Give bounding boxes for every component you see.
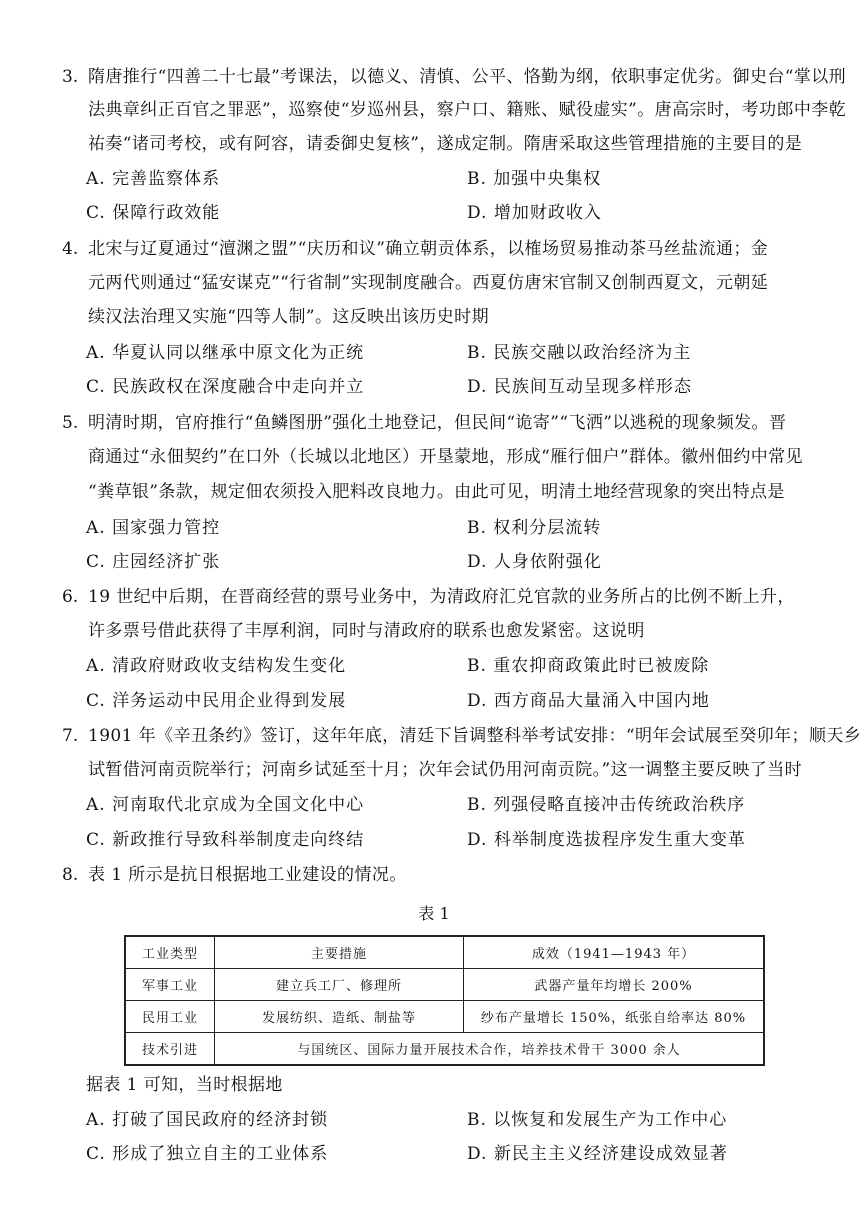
question-number: 6. [62, 587, 79, 607]
option-d[interactable]: D. 增加财政收入 [467, 203, 602, 223]
question-stem-line: 表 1 所示是抗日根据地工业建设的情况。 [88, 865, 407, 885]
option-a[interactable]: A. 完善监察体系 [86, 169, 221, 189]
table-cell: 武器产量年均增长 200% [464, 969, 765, 1001]
option-b[interactable]: B. 民族交融以政治经济为主 [467, 343, 692, 363]
table-row [125, 969, 764, 1001]
table-cell: 民用工业 [125, 1001, 215, 1033]
option-c[interactable]: C. 形成了独立自主的工业体系 [86, 1144, 329, 1164]
option-d[interactable]: D. 西方商品大量涌入中国内地 [467, 691, 710, 711]
option-a[interactable]: A. 河南取代北京成为全国文化中心 [86, 795, 365, 815]
question-number: 5. [62, 413, 79, 433]
question-stem-line: 许多票号借此获得了丰厚利润，同时与清政府的联系也愈发紧密。这说明 [88, 621, 645, 641]
question-stem-line: 续汉法治理又实施“四等人制”。这反映出该历史时期 [88, 307, 489, 327]
question-followup: 据表 1 可知，当时根据地 [86, 1075, 283, 1095]
option-b[interactable]: B. 权利分层流转 [467, 518, 602, 538]
table-cell: 建立兵工厂、修理所 [215, 969, 464, 1001]
table-header-cell: 成效（1941—1943 年） [464, 936, 765, 969]
table-cell: 技术引进 [125, 1033, 215, 1066]
option-c[interactable]: C. 新政推行导致科举制度走向终结 [86, 830, 365, 850]
option-a[interactable]: A. 国家强力管控 [86, 518, 221, 538]
question-stem-line: 元两代则通过“猛安谋克”“行省制”实现制度融合。西夏仿唐宋官制又创制西夏文，元朝延 [88, 273, 769, 293]
option-b[interactable]: B. 重农抑商政策此时已被废除 [467, 656, 710, 676]
question-number: 4. [62, 239, 79, 259]
option-d[interactable]: D. 人身依附强化 [467, 552, 602, 572]
question-stem-line: 明清时期，官府推行“鱼鳞图册”强化土地登记，但民间“诡寄”“飞洒”以逃税的现象频发。晋 [88, 413, 787, 433]
option-c[interactable]: C. 民族政权在深度融合中走向并立 [86, 377, 365, 397]
option-d[interactable]: D. 新民主主义经济建设成效显著 [467, 1144, 728, 1164]
table-cell: 发展纺织、造纸、制盐等 [215, 1001, 464, 1033]
option-a[interactable]: A. 华夏认同以继承中原文化为正统 [86, 343, 365, 363]
question-stem-line: 祐奏“诸司考校，或有阿容，请委御史复核”，遂成定制。隋唐采取这些管理措施的主要目的是 [88, 134, 803, 154]
question-stem-line: 法典章纠正百官之罪恶”，巡察使“岁巡州县，察户口、籍账、赋役虚实”。唐高宗时，考功郎中李乾 [88, 100, 847, 120]
table-row [125, 1001, 764, 1033]
table-caption: 表 1 [418, 904, 450, 923]
option-b[interactable]: B. 加强中央集权 [467, 169, 602, 189]
option-c[interactable]: C. 庄园经济扩张 [86, 552, 221, 572]
option-a[interactable]: A. 清政府财政收支结构发生变化 [86, 656, 347, 676]
table-cell: 与国统区、国际力量开展技术合作，培养技术骨干 3000 余人 [215, 1033, 765, 1066]
option-c[interactable]: C. 保障行政效能 [86, 203, 221, 223]
question-stem-line: 北宋与辽夏通过“澶渊之盟”“庆历和议”确立朝贡体系，以榷场贸易推动茶马丝盐流通；金 [88, 239, 769, 259]
industry-table [124, 935, 765, 1066]
option-b[interactable]: B. 以恢复和发展生产为工作中心 [467, 1110, 728, 1130]
question-stem-line: 隋唐推行“四善二十七最”考课法，以德义、清慎、公平、恪勤为纲，依职事定优劣。御史台“掌以刑 [88, 67, 847, 87]
option-c[interactable]: C. 洋务运动中民用企业得到发展 [86, 691, 347, 711]
table-header-cell: 主要措施 [215, 936, 464, 969]
question-stem-line: 1901 年《辛丑条约》签订，这年年底，清廷下旨调整科举考试安排：“明年会试展至癸卯年；顺天乡 [88, 726, 862, 746]
question-number: 3. [62, 67, 79, 87]
question-stem-line: 19 世纪中后期，在晋商经营的票号业务中，为清政府汇兑官款的业务所占的比例不断上升， [88, 587, 795, 607]
question-stem-line: 商通过“永佃契约”在口外（长城以北地区）开垦蒙地，形成“雁行佃户”群体。徽州佃约中常见 [88, 447, 803, 467]
table-cell: 军事工业 [125, 969, 215, 1001]
option-d[interactable]: D. 民族间互动呈现多样形态 [467, 377, 692, 397]
table-header-row [125, 936, 764, 969]
option-b[interactable]: B. 列强侵略直接冲击传统政治秩序 [467, 795, 746, 815]
table-cell: 纱布产量增长 150%，纸张自给率达 80% [464, 1001, 765, 1033]
question-stem-line: “粪草银”条款，规定佃农须投入肥料改良地力。由此可见，明清土地经营现象的突出特点是 [88, 482, 785, 502]
table-row [125, 1033, 764, 1066]
table-header-cell: 工业类型 [125, 936, 215, 969]
option-d[interactable]: D. 科举制度选拔程序发生重大变革 [467, 830, 746, 850]
option-a[interactable]: A. 打破了国民政府的经济封锁 [86, 1110, 329, 1130]
question-number: 7. [62, 726, 79, 746]
question-stem-line: 试暂借河南贡院举行；河南乡试延至十月；次年会试仍用河南贡院。”这一调整主要反映了当时 [88, 760, 802, 780]
question-number: 8. [62, 865, 79, 885]
